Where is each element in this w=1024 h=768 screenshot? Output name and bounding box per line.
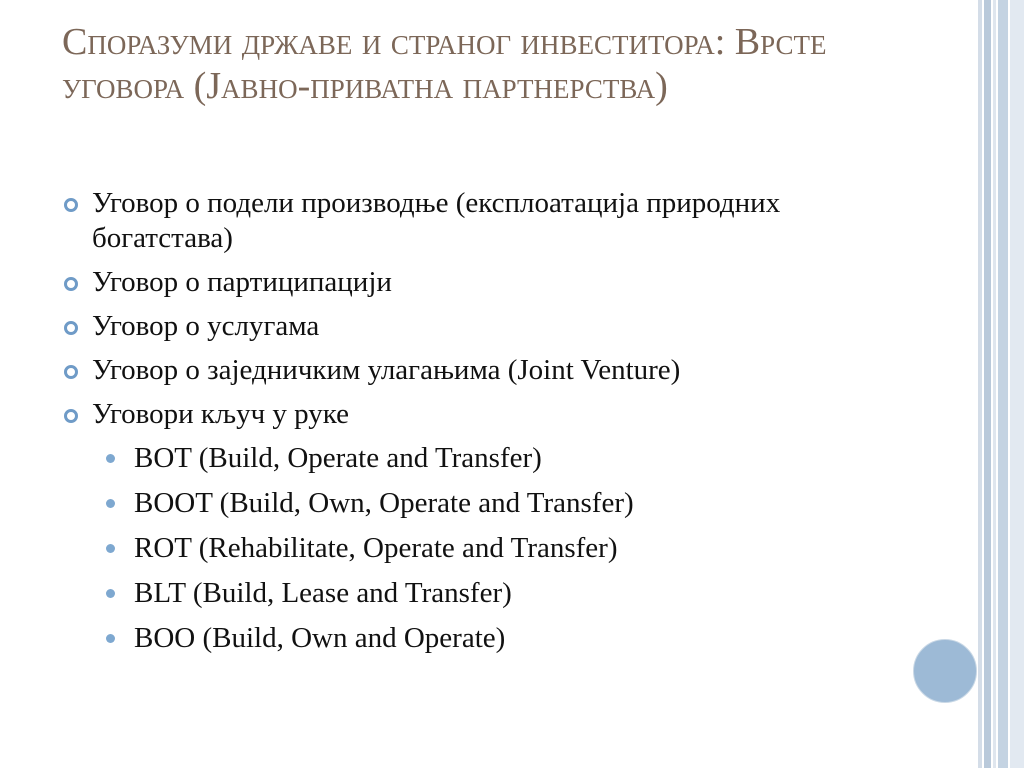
bullet-text: Уговор о заједничким улагањима (Joint Venture) [92,354,681,386]
sub-bullet-item [62,441,922,476]
bullet-text: Уговори кључ у руке [92,398,350,430]
sub-bullet-list [62,441,922,656]
sub-bullet-text: BLT (Build, Lease and Transfer) [134,577,512,609]
sub-bullet-item [62,486,922,521]
sub-bullet-item [62,576,922,611]
bullet-item [62,265,922,300]
decorative-stripe [998,0,1008,768]
decorative-stripe [984,0,991,768]
ring-bullet-icon [64,365,78,379]
slide-title: Споразуми државе и страног инвеститора: Врсте уговора (Јавно-приватна партнерства) [62,21,827,107]
sub-bullet-text: BOO (Build, Own and Operate) [134,622,506,654]
sub-bullet-text: ROT (Rehabilitate, Operate and Transfer) [134,532,618,564]
dot-bullet-icon [106,589,115,598]
ring-bullet-icon [64,198,78,212]
decorative-circle [913,639,977,703]
ring-bullet-icon [64,409,78,423]
bullet-item [62,186,922,256]
sub-bullet-text: BOOT (Build, Own, Operate and Transfer) [134,487,634,519]
sub-bullet-text: BOT (Build, Operate and Transfer) [134,442,542,474]
bullet-item [62,309,922,344]
dot-bullet-icon [106,544,115,553]
bullet-item [62,397,922,432]
decorative-stripe [978,0,982,768]
ring-bullet-icon [64,321,78,335]
decorative-stripe [993,0,996,768]
dot-bullet-icon [106,454,115,463]
bullet-text: Уговор о партиципацији [92,266,392,298]
bullet-item [62,353,922,388]
dot-bullet-icon [106,499,115,508]
decorative-stripe [1010,0,1024,768]
sub-bullet-item [62,531,922,566]
ring-bullet-icon [64,277,78,291]
sub-bullet-item [62,621,922,656]
bullet-list [62,186,922,666]
sub-bullet-container [62,441,922,656]
bullet-text: Уговор о услугама [92,310,320,342]
dot-bullet-icon [106,634,115,643]
bullet-text: Уговор о подели производње (експлоатација природних богатстава) [92,187,781,254]
